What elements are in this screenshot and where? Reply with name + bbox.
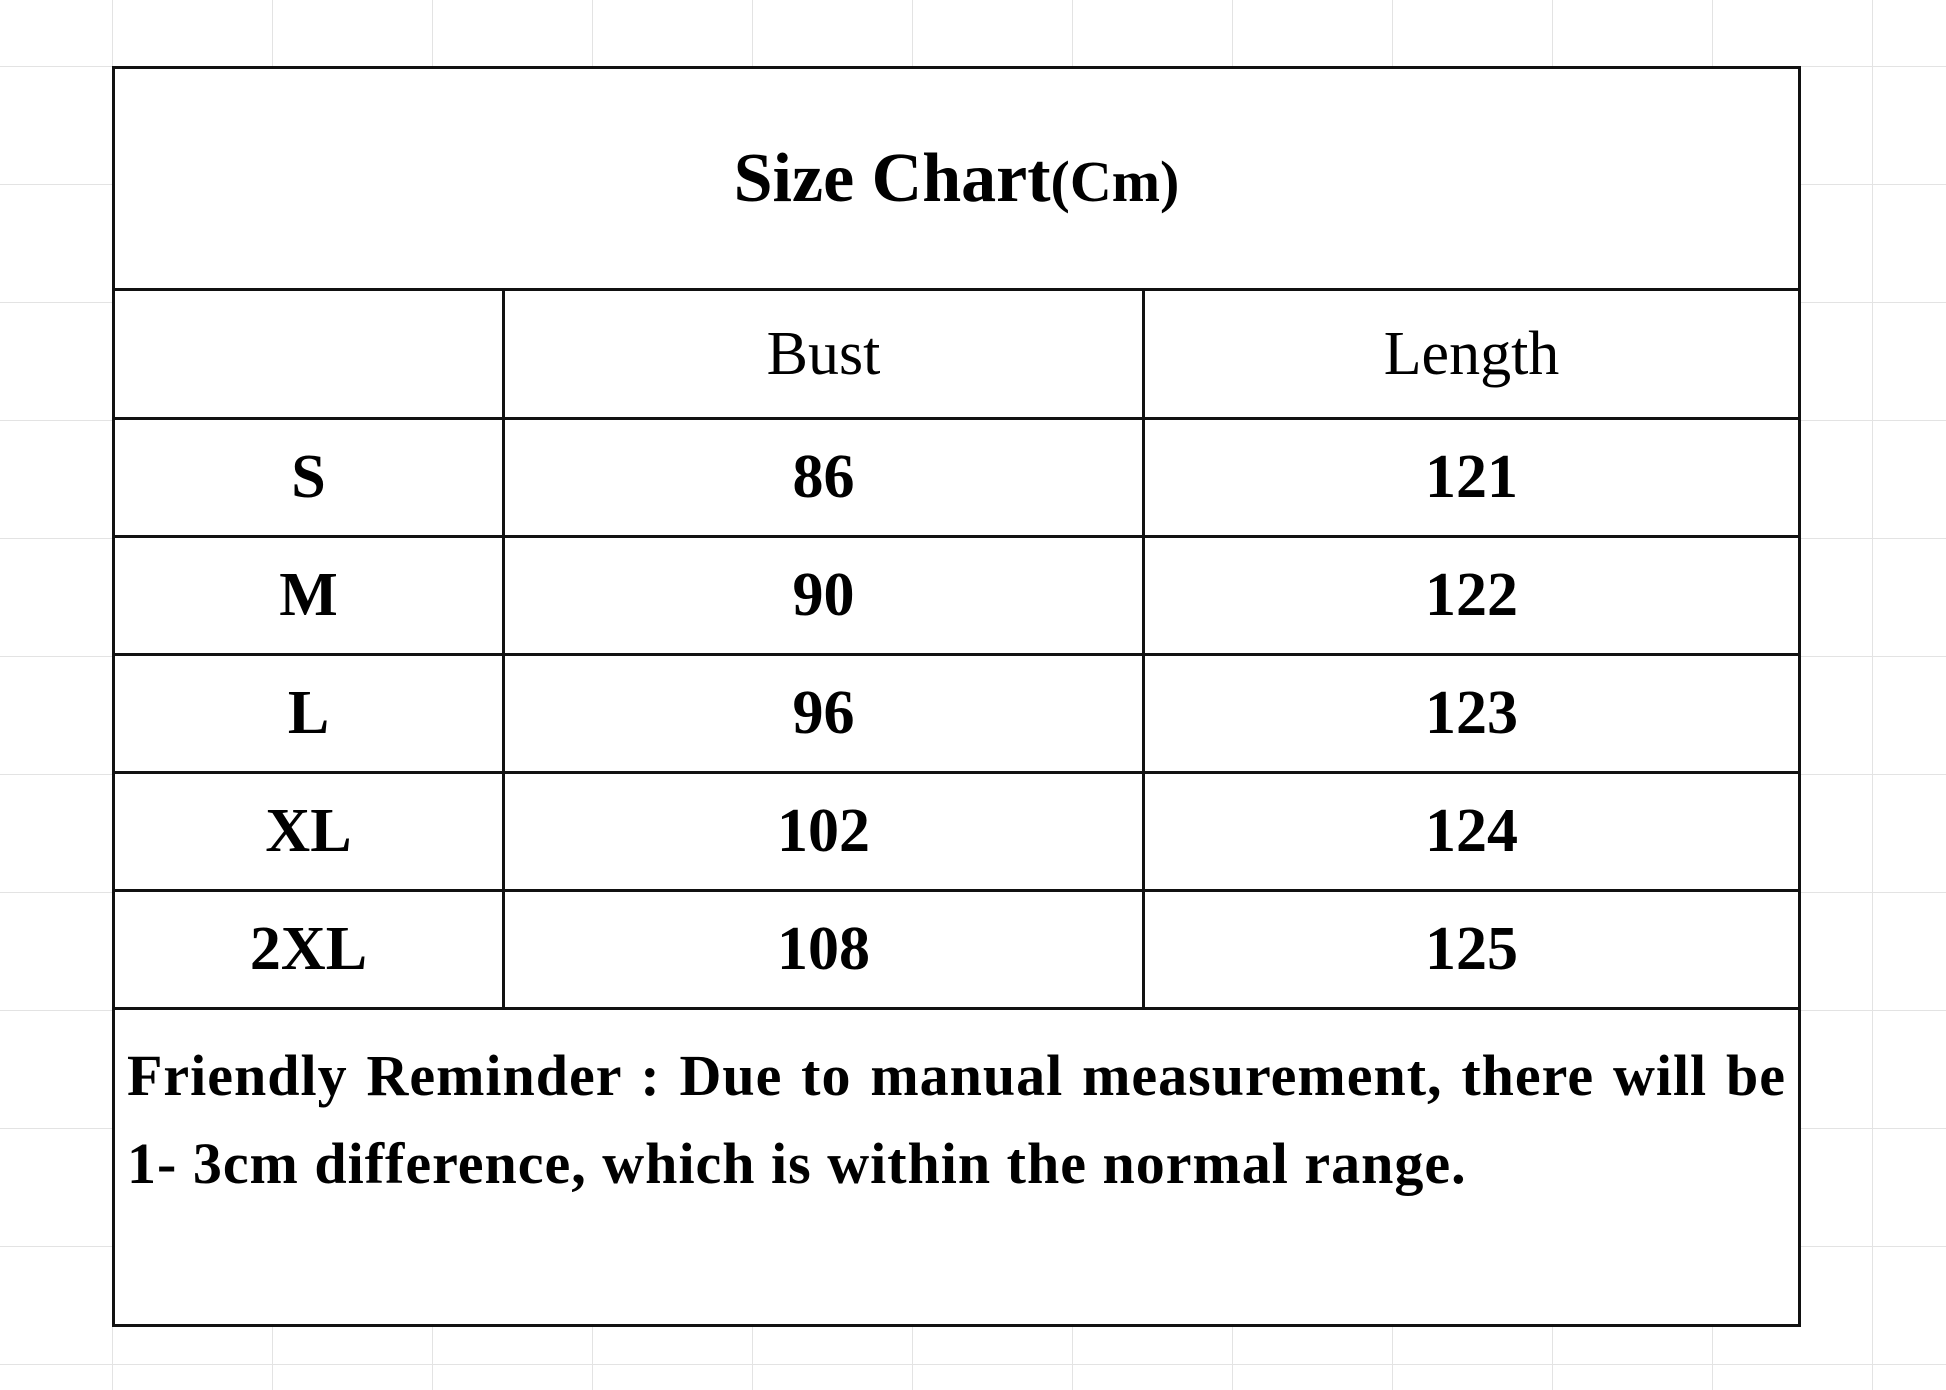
table-row: [114, 419, 1800, 537]
size-cell[interactable]: S: [114, 419, 504, 537]
note-row: [114, 1009, 1800, 1326]
table-row: [114, 773, 1800, 891]
table-row: [114, 537, 1800, 655]
table-row: [114, 891, 1800, 1009]
bust-cell[interactable]: 108: [504, 891, 1144, 1009]
bust-cell[interactable]: 96: [504, 655, 1144, 773]
bust-cell[interactable]: 90: [504, 537, 1144, 655]
chart-unit: (Cm): [1050, 148, 1180, 214]
length-cell[interactable]: 124: [1144, 773, 1800, 891]
header-cell-bust[interactable]: Bust: [504, 290, 1144, 419]
bust-cell[interactable]: 102: [504, 773, 1144, 891]
size-cell[interactable]: XL: [114, 773, 504, 891]
length-cell[interactable]: 121: [1144, 419, 1800, 537]
bust-cell[interactable]: 86: [504, 419, 1144, 537]
chart-title: Size Chart: [733, 139, 1051, 217]
table-row: [114, 655, 1800, 773]
length-cell[interactable]: 125: [1144, 891, 1800, 1009]
title-cell[interactable]: [114, 68, 1800, 290]
title-row: [114, 68, 1800, 290]
header-cell-length[interactable]: Length: [1144, 290, 1800, 419]
size-chart-table: [112, 66, 1801, 1327]
size-cell[interactable]: 2XL: [114, 891, 504, 1009]
length-cell[interactable]: 122: [1144, 537, 1800, 655]
header-row: [114, 290, 1800, 419]
header-cell-size[interactable]: [114, 290, 504, 419]
length-cell[interactable]: 123: [1144, 655, 1800, 773]
size-cell[interactable]: M: [114, 537, 504, 655]
friendly-reminder-note[interactable]: Friendly Reminder : Due to manual measurement, there will be 1- 3cm difference, which is within the normal range.: [114, 1009, 1800, 1326]
size-cell[interactable]: L: [114, 655, 504, 773]
